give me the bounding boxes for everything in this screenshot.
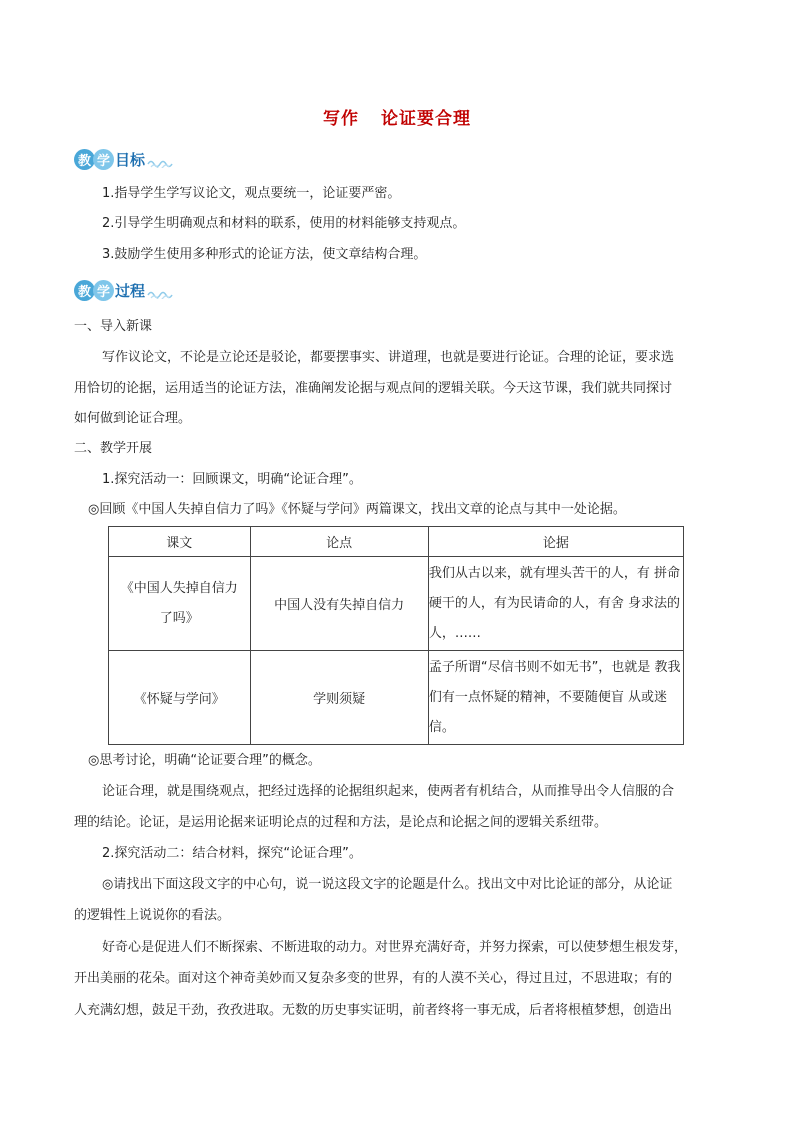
table-row	[109, 557, 684, 651]
table-header: 论据	[428, 527, 683, 557]
section-heading-goals	[74, 147, 173, 171]
activity-1-task: ◎回顾《中国人失掉自信力了吗》《怀疑与学问》两篇课文，找出文章的论点与其中一处论据。	[88, 502, 626, 517]
table-cell-text: 《怀疑与学问》	[109, 651, 251, 745]
paragraph-line: 理的结论。论证，是运用论据来证明论点的过程和方法，是论点和论据之间的逻辑关系纽带。	[74, 815, 608, 830]
section-label: 目标	[115, 150, 146, 169]
paragraph-line: 如何做到论证合理。	[74, 411, 192, 426]
title-part-1: 写作	[323, 109, 359, 129]
wave-decoration-icon	[147, 158, 173, 168]
comparison-table	[108, 526, 684, 745]
activity-2-task: 的逻辑性上说说你的看法。	[74, 908, 231, 923]
heading-1: 一、导入新课	[74, 319, 153, 334]
badge-char-1: 教	[74, 149, 95, 170]
table-cell-evidence	[428, 557, 683, 651]
cell-line: 了吗》	[159, 610, 199, 626]
badge-char-2: 学	[93, 280, 114, 301]
table-header: 论点	[250, 527, 428, 557]
material-line: 好奇心是促进人们不断探索、不断进取的动力。对世界充满好奇，并努力探索，可以使梦想生根发芽，	[102, 940, 688, 955]
badge-char-2: 学	[93, 149, 114, 170]
table-cell-point: 学则须疑	[250, 651, 428, 745]
section-badge	[74, 280, 112, 301]
paragraph-line: 用恰切的论据，运用适当的论证方法，准确阐发论据与观点间的逻辑关联。今天这节课，我们就共同探讨	[74, 381, 673, 396]
cell-line: 孟子所谓“尽信书则不如无书”，也就是	[428, 659, 651, 675]
section-badge	[74, 149, 112, 170]
badge-char-1: 教	[74, 280, 95, 301]
table-cell-evidence	[428, 651, 683, 745]
cell-line: 我们从古以来，就有埋头苦干的人，有	[428, 565, 650, 581]
title-part-2: 论证要合理	[381, 109, 471, 129]
goal-item: 1.指导学生学写议论文，观点要统一，论证要严密。	[102, 186, 401, 201]
material-line: 开出美丽的花朵。面对这个神奇美妙而又复杂多变的世界，有的人漠不关心，得过且过，不思进取；有的	[74, 971, 673, 986]
activity-2: 2.探究活动二：结合材料，探究“论证合理”。	[102, 846, 362, 861]
cell-line: 拼命硬干的人，有为民请命的人，有舍	[428, 565, 680, 611]
table-cell-point: 中国人没有失掉自信力	[250, 557, 428, 651]
table-cell-text	[109, 557, 251, 651]
section-heading-process	[74, 278, 173, 302]
activity-2-task: ◎请找出下面这段文字的中心句，说一说这段文字的论题是什么。找出文中对比论证的部分，从论证	[102, 877, 673, 892]
table-header-row	[109, 527, 684, 557]
paragraph-line: 论证合理，就是围绕观点，把经过选择的论据组织起来，使两者有机结合，从而推导出令人信服的合	[102, 784, 675, 799]
activity-1: 1.探究活动一：回顾课文，明确“论证合理”。	[102, 472, 362, 487]
cell-line: 身求法的人，……	[428, 595, 680, 641]
table-header: 课文	[109, 527, 251, 557]
cell-line: 教我们有一点怀疑的精神，不要随便盲	[428, 659, 681, 705]
document-title	[0, 104, 794, 129]
heading-2: 二、教学开展	[74, 441, 153, 456]
cell-line: 从或迷信。	[428, 689, 667, 735]
wave-decoration-icon	[147, 289, 173, 299]
section-label: 过程	[115, 281, 146, 300]
table-row	[109, 651, 684, 745]
goal-item: 2.引导学生明确观点和材料的联系，使用的材料能够支持观点。	[102, 216, 466, 231]
goal-item: 3.鼓励学生使用多种形式的论证方法，使文章结构合理。	[102, 247, 427, 262]
cell-line: 《中国人失掉自信力	[120, 580, 238, 596]
paragraph-line: 写作议论文，不论是立论还是驳论，都要摆事实、讲道理，也就是要进行论证。合理的论证，要求选	[102, 350, 675, 365]
discussion-prompt: ◎思考讨论，明确“论证要合理”的概念。	[88, 753, 321, 768]
material-line: 人充满幻想，鼓足干劲，孜孜进取。无数的历史事实证明，前者终将一事无成，后者将根植梦想，创造出	[74, 1003, 673, 1018]
